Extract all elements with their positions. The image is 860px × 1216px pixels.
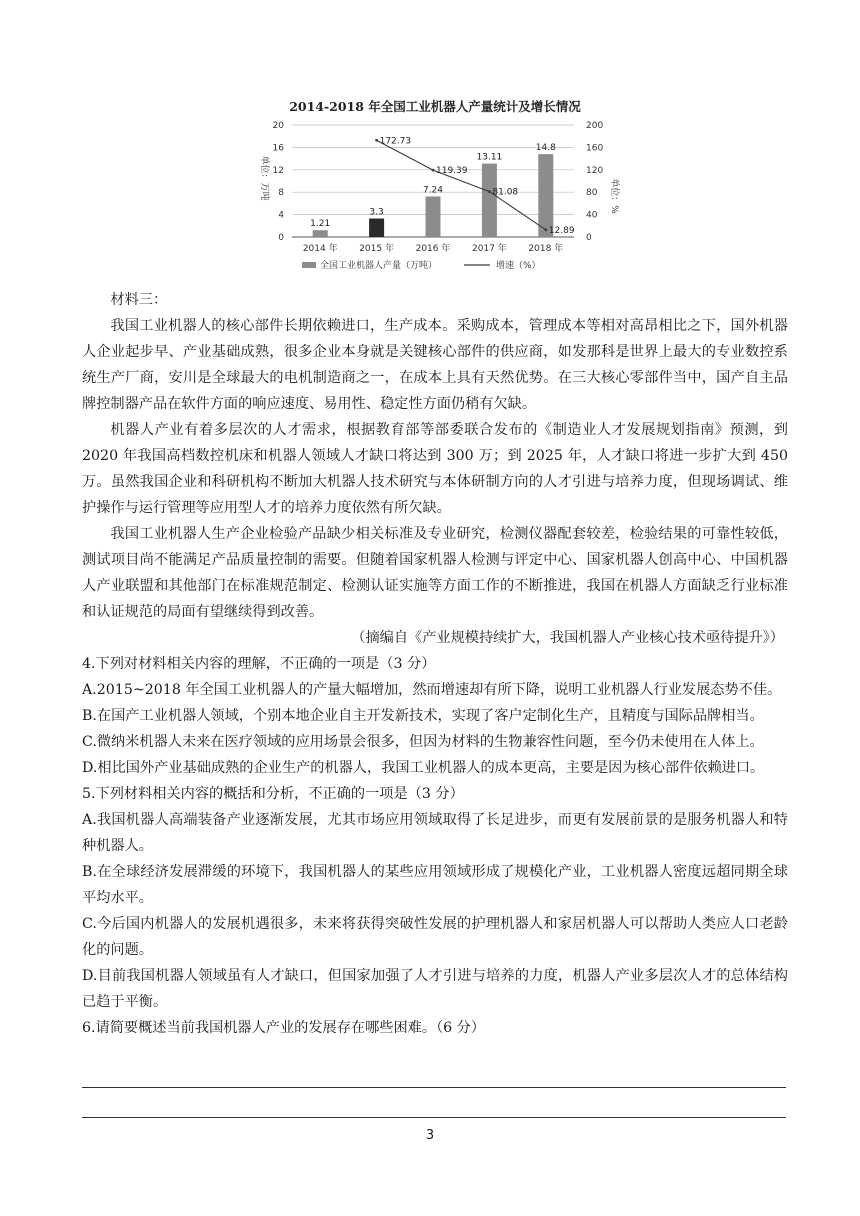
growth-point: [544, 228, 547, 231]
y2-tick-label: 120: [586, 165, 604, 176]
y-tick-label: 4: [278, 210, 284, 221]
paragraph-1: 我国工业机器人的核心部件长期依赖进口，生产成本。采购成本，管理成本等相对高昂相比之下，国外机器人企业起步早、产业基础成熟，很多企业本身就是关键核心部件的供应商，如发那科是世界上最大的专业数控系统生产厂商，安川是全球最大的电机制造商之一，在成本上具有天然优势。在三大核心零部件当中，国产自主品牌控制器产品在软件方面的响应速度、易用性、稳定性方面仍稍有欠缺。: [82, 318, 788, 412]
page-number: 3: [425, 1128, 435, 1143]
growth-value-label: 172.73: [379, 136, 412, 147]
growth-value-label: 12.89: [548, 225, 575, 236]
bar: [369, 219, 384, 237]
y-tick-label: 20: [272, 121, 284, 131]
paragraph-2: 机器人产业有着多层次的人才需求，根据教育部等部委联合发布的《制造业人才发展规划指南》预测，到 2020 年我国高档数控机床和机器人领域人才缺口将达到 300 万；到 2025 年，人才缺口将进一步扩大到 450 万。虽然我国企业和科研机构不断加大机器人技术研究与本体研制方向的人才引进与培养力度，但现场调试、维护操作与运行管理等应用型人才的培养力度依然有所欠缺。: [82, 422, 788, 516]
y2-tick-label: 40: [586, 210, 598, 221]
x-tick-label: 2017 年: [472, 244, 507, 254]
right-axis-label: 单位：%: [609, 178, 619, 214]
growth-point: [488, 190, 491, 193]
y-tick-label: 16: [272, 143, 284, 154]
question-4-option-c: C.微纳米机器人未来在医疗领域的应用场景会很多，但因为材料的生物兼容性问题，至今仍未使用在人体上。: [82, 734, 764, 750]
growth-value-label: 81.08: [492, 187, 519, 198]
bar-value-label: 13.11: [476, 152, 503, 163]
legend-line-label: 增速（%）: [496, 261, 541, 271]
legend-bar-label: 全国工业机器人产量（万吨）: [320, 261, 438, 271]
legend-bar-swatch: [302, 262, 316, 268]
chart-title: 2014-2018 年全国工业机器人产量统计及增长情况: [289, 99, 581, 114]
x-tick-label: 2018 年: [528, 244, 564, 254]
question-5-option-a: A.我国机器人高端装备产业逐渐发展，尤其市场应用领域取得了长足进步，而更有发展前景的是服务机器人和特种机器人。: [82, 812, 788, 854]
growth-line: [377, 140, 546, 230]
question-4-stem: 4.下列对材料相关内容的理解，不正确的一项是（3 分）: [82, 656, 436, 672]
bar: [313, 230, 328, 237]
question-5-option-c: C.今后国内机器人的发展机遇很多，未来将获得突破性发展的护理机器人和家居机器人可以帮助人类应人口老龄化的问题。: [82, 916, 788, 958]
y2-tick-label: 200: [586, 121, 604, 131]
question-5-stem: 5.下列材料相关内容的概括和分析，不正确的一项是（3 分）: [82, 786, 464, 802]
question-6-stem: 6.请简要概述当前我国机器人产业的发展存在哪些困难。（6 分）: [82, 1020, 486, 1036]
question-5-option-b: B.在全球经济发展滞缓的环境下，我国机器人的某些应用领域形成了规模化产业，工业机器人密度远超同期全球平均水平。: [82, 864, 788, 906]
question-4-option-d: D.相比国外产业基础成熟的企业生产的机器人，我国工业机器人的成本更高，主要是因为核心部件依赖进口。: [82, 760, 765, 776]
chart-figure: [240, 92, 630, 278]
growth-value-label: 119.39: [436, 166, 468, 177]
x-tick-label: 2016 年: [415, 244, 451, 254]
question-4-option-a: A.2015~2018 年全国工业机器人的产量大幅增加，然而增速却有所下降，说明工业机器人行业发展态势不佳。: [82, 682, 782, 698]
bar-value-label: 1.21: [310, 219, 331, 230]
bar-value-label: 14.8: [535, 143, 556, 154]
y2-tick-label: 160: [586, 143, 604, 154]
material-heading: 材料三：: [110, 292, 168, 308]
bar-value-label: 3.3: [369, 207, 384, 218]
bar-line-chart: [240, 92, 630, 278]
source-citation: （摘编自《产业规模持续扩大，我国机器人产业核心技术亟待提升》）: [351, 630, 784, 646]
growth-point: [432, 169, 435, 172]
paragraph-3: 我国工业机器人生产企业检验产品缺少相关标准及专业研究，检测仪器配套较差，检验结果的可靠性较低，测试项目尚不能满足产品质量控制的需要。但随着国家机器人检测与评定中心、国家机器人创高中心、中国机器人产业联盟和其他部门在标准规范制定、检测认证实施等方面工作的不断推进，我国在机器人方面缺乏行业标准和认证规范的局面有望继续得到改善。: [82, 526, 788, 620]
question-4-option-b: B.在国产工业机器人领域，个别本地企业自主开发新技术，实现了客户定制化生产，且精度与国际品牌相当。: [82, 708, 764, 724]
answer-line-2[interactable]: [82, 1117, 786, 1118]
bar: [538, 154, 553, 237]
y-tick-label: 0: [278, 233, 284, 243]
y2-tick-label: 0: [586, 233, 592, 243]
y-tick-label: 8: [278, 188, 284, 199]
question-5-option-d: D.目前我国机器人领域虽有人才缺口，但国家加强了人才引进与培养的力度，机器人产业多层次人才的总体结构已趋于平衡。: [82, 968, 788, 1010]
y-tick-label: 12: [272, 165, 284, 176]
x-tick-label: 2015 年: [359, 244, 394, 254]
bar: [426, 196, 441, 237]
bar-value-label: 7.24: [422, 185, 444, 196]
answer-line-1[interactable]: [82, 1087, 786, 1088]
growth-point: [375, 139, 378, 142]
y2-tick-label: 80: [586, 188, 598, 199]
x-tick-label: 2014 年: [302, 244, 338, 254]
document-body: [82, 287, 788, 1041]
left-axis-label: 单位：万吨: [259, 155, 269, 201]
bar: [482, 164, 497, 237]
